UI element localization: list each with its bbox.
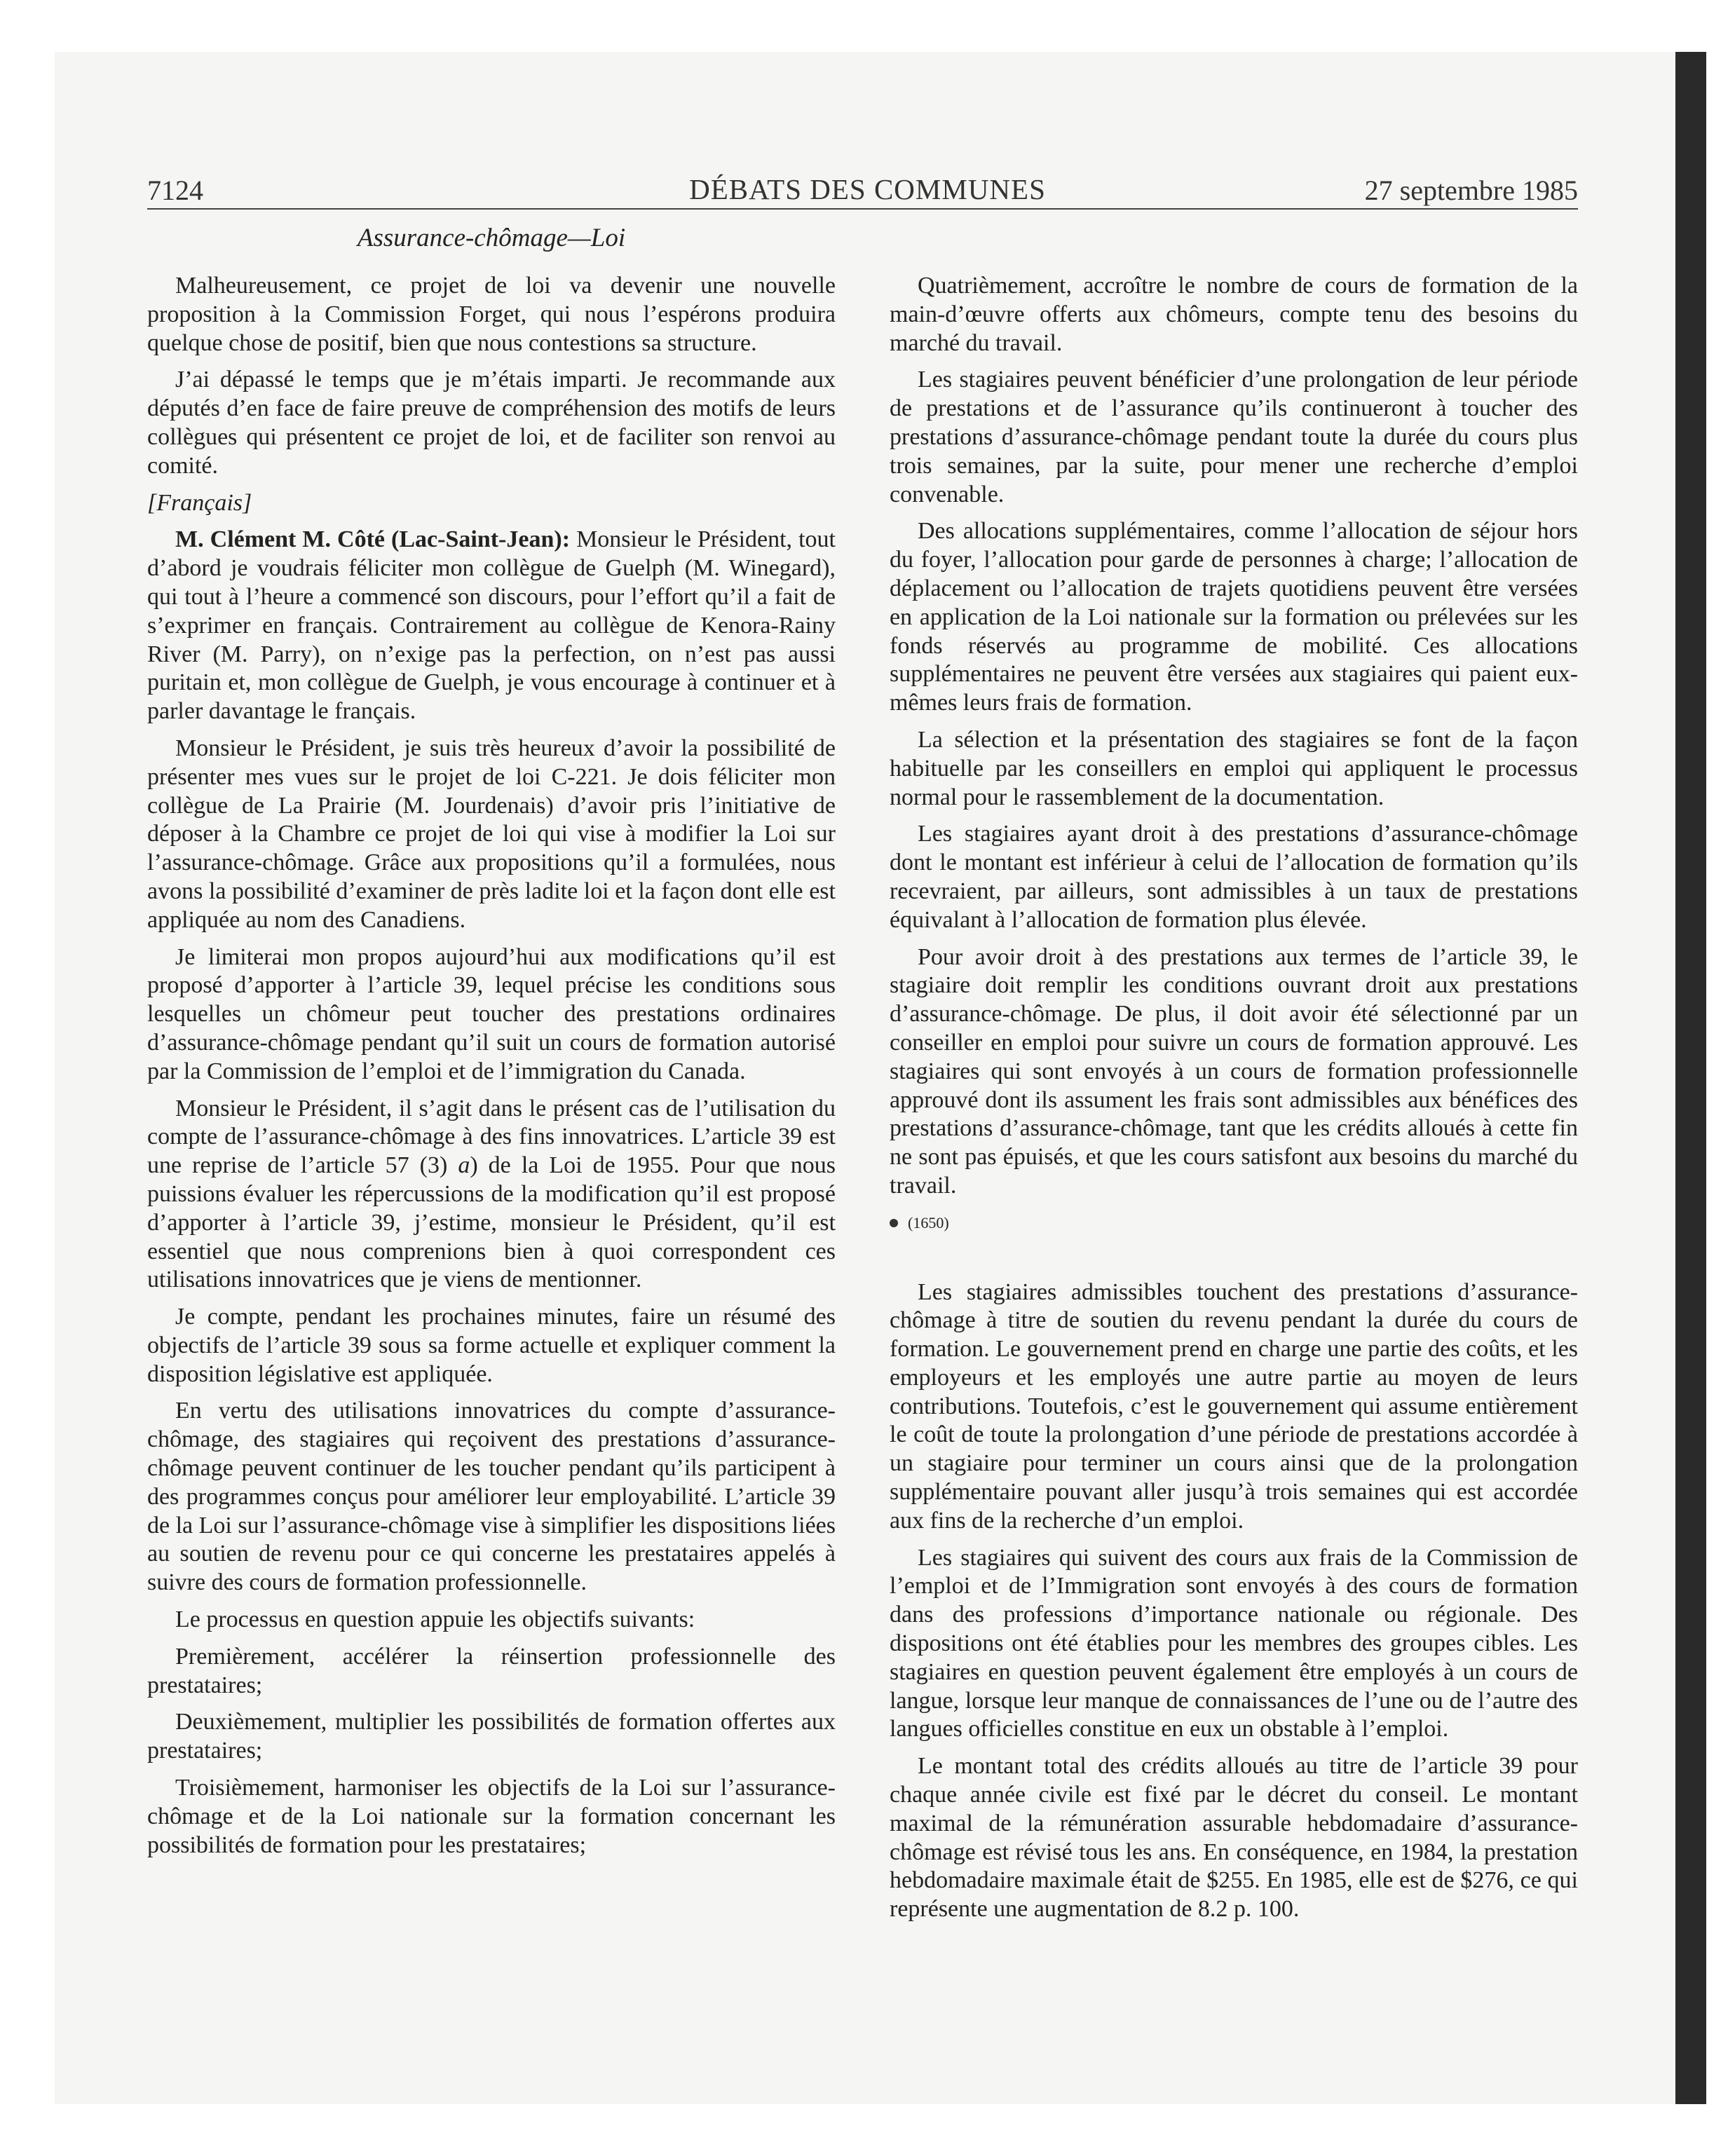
paragraph-text: Monsieur le Président, il s’agit dans le présent cas de l’utilisation du compte de l’assurance-chômage à des fins innovatrices. L’article 39 est une reprise de l’article 57 (3)	[147, 1095, 836, 1179]
paragraph: En vertu des utilisations innovatrices du compte d’assurance-chômage, des stagiaires qui reçoivent des prestations d’assurance-chômage peuvent continuer de les toucher pendant qu’ils participent à des programmes conçus pour améliorer leur employabilité. L’article 39 de la Loi sur l’assurance-chômage vise à simplifier les dispositions liées au soutien de revenu pour ce qui concerne les prestataires appelés à suivre des cours de formation professionnelle.	[147, 1398, 836, 1596]
paragraph: Quatrièmement, accroître le nombre de cours de formation de la main-d’œuvre offerts aux chômeurs, compte tenu des besoins du marché du travail.	[890, 273, 1578, 356]
paragraph: Les stagiaires peuvent bénéficier d’une prolongation de leur période de prestations et de l’assurance qu’ils continueront à toucher des prestations d’assurance-chômage pendant toute la durée du cours plus trois semaines, par la suite, pour mener une recherche d’emploi convenable.	[890, 367, 1578, 507]
paragraph	[147, 526, 836, 726]
paragraph-italic: a	[458, 1152, 470, 1179]
paragraph: J’ai dépassé le temps que je m’étais imparti. Je recommande aux députés d’en face de faire preuve de compréhension des motifs de leurs collègues qui présentent ce projet de loi, et de faciliter son renvoi au comité.	[147, 367, 836, 479]
time-marker	[890, 1209, 1578, 1238]
paragraph: Je compte, pendant les prochaines minutes, faire un résumé des objectifs de l’article 39 sous sa forme actuelle et expliquer comment la disposition législative est appliquée.	[147, 1304, 836, 1387]
paragraph-text: Monsieur le Président, tout d’abord je voudrais féliciter mon collègue de Guelph (M. Winegard), qui tout à l’heure a commencé son discours, pour l’effort qu’il a fait de s’exprimer en français. Contrairement au collègue de Kenora-Rainy River (M. Parry), on n’exige pas la perfection, on n’est pas aussi puritain et, mon collègue de Guelph, je vous encourage à continuer et à parler davantage le français.	[147, 526, 836, 725]
paragraph: La sélection et la présentation des stagiaires se font de la façon habituelle par les conseillers en emploi qui appliquent le processus normal pour le rassemblement de la documentation.	[890, 726, 1578, 810]
paragraph: Les stagiaires admissibles touchent des prestations d’assurance-chômage à titre de soutien du revenu pendant la durée du cours de formation. Le gouvernement prend en charge une partie des coûts, et les employeurs et les employés une autre partie au moyen de leurs contributions. Toutefois, c’est le gouvernement qui assume entièrement le coût de toute la prolongation d’une période de prestations accordée à un stagiaire pour terminer un cours ainsi que de la prolongation supplémentaire pouvant aller jusqu’à trois semaines qui est accordée aux fins de la recherche d’un emploi.	[890, 1278, 1578, 1534]
paragraph	[147, 1095, 836, 1295]
paragraph: Deuxièmement, multiplier les possibilités de formation offertes aux prestataires;	[147, 1709, 836, 1764]
paragraph: Malheureusement, ce projet de loi va devenir une nouvelle proposition à la Commission Forget, qui nous l’espérons produira quelque chose de positif, bien que nous contestions sa structure.	[147, 273, 836, 356]
page-number: 7124	[147, 175, 203, 206]
paragraph: Troisièmement, harmoniser les objectifs de la Loi sur l’assurance-chômage et de la Loi nationale sur la formation concernant les possibilités de formation pour les prestataires;	[147, 1775, 836, 1858]
paragraph: Monsieur le Président, je suis très heureux d’avoir la possibilité de présenter mes vues sur le projet de loi C-221. Je dois féliciter mon collègue de La Prairie (M. Jourdenais) d’avoir pris l’initiative de déposer à la Chambre ce projet de loi qui vise à modifier la Loi sur l’assurance-chômage. Grâce aux propositions qu’il a formulées, nous avons la possibilité d’examiner de près ladite loi et la façon dont elle est appliquée au nom des Canadiens.	[147, 735, 836, 933]
paragraph: Je limiterai mon propos aujourd’hui aux modifications qu’il est proposé d’apporter à l’article 39, lequel précise les conditions sous lesquelles un chômeur peut toucher des prestations ordinaires d’assurance-chômage pendant qu’il suit un cours de formation autorisé par la Commission de l’emploi et de l’immigration du Canada.	[147, 943, 836, 1084]
left-column	[147, 272, 836, 1868]
language-tag: [Français]	[147, 489, 252, 516]
scan-edge	[1675, 52, 1706, 2104]
issue-date: 27 septembre 1985	[1364, 175, 1578, 206]
speaker-name: M. Clément M. Côté (Lac-Saint-Jean):	[175, 526, 571, 553]
paragraph: Les stagiaires ayant droit à des prestations d’assurance-chômage dont le montant est inférieur à celui de l’allocation de formation qu’ils recevraient, par ailleurs, sont admissibles à un taux de prestations équivalant à l’allocation de formation plus élevée.	[890, 821, 1578, 933]
paragraph: Pour avoir droit à des prestations aux termes de l’article 39, le stagiaire doit remplir les conditions ouvrant droit aux prestations d’assurance-chômage. De plus, il doit avoir été sélectionné par un conseiller en emploi pour suivre un cours de formation approuvé. Les stagiaires qui sont envoyés à un cours de formation professionnelle approuvé dont ils assument les frais sont admissibles aux bénéfices des prestations d’assurance-chômage, tant que les crédits alloués à cette fin ne sont pas épuisés, et que les cours satisfont aux besoins du marché du travail.	[890, 943, 1578, 1199]
right-column	[890, 272, 1578, 1932]
section-title: Assurance-chômage—Loi	[357, 224, 626, 252]
bullet-icon	[890, 1219, 898, 1227]
paragraph-text: ) de la Loi de 1955. Pour que nous puissions évaluer les répercussions de la modification qu’il est proposé d’apporter à l’article 39, j’estime, monsieur le Président, qu’il est essentiel que nous comprenions bien à quoi correspondent ces utilisations innovatrices que je viens de mentionner.	[147, 1152, 836, 1293]
time-marker-text: (1650)	[908, 1213, 949, 1231]
paragraph: Le processus en question appuie les objectifs suivants:	[175, 1606, 695, 1633]
paragraph: Des allocations supplémentaires, comme l’allocation de séjour hors du foyer, l’allocation pour garde de personnes à charge; l’allocation de déplacement ou l’allocation de trajets quotidiens peuvent être versées en application de la Loi nationale sur la formation ou prélevées sur les fonds réservés au programme de mobilité. Ces allocations supplémentaires ne peuvent être versées aux stagiaires qui paient eux-mêmes leurs frais de formation.	[890, 518, 1578, 716]
paragraph: Premièrement, accélérer la réinsertion professionnelle des prestataires;	[147, 1643, 836, 1698]
paragraph: Le montant total des crédits alloués au titre de l’article 39 pour chaque année civile est fixé par le décret du conseil. Le montant maximal de la rémunération assurable hebdomadaire d’assurance-chômage est révisé tous les ans. En conséquence, en 1984, la prestation hebdomadaire maximale était de $255. En 1985, elle est de $276, ce qui représente une augmentation de 8.2 p. 100.	[890, 1753, 1578, 1923]
header-rule	[147, 208, 1578, 210]
journal-title: DÉBATS DES COMMUNES	[689, 173, 1046, 205]
paragraph: Les stagiaires qui suivent des cours aux frais de la Commission de l’emploi et de l’Immigration sont envoyés à des cours de formation dans des professions d’importance nationale ou régionale. Des dispositions ont été établies pour les membres des groupes cibles. Les stagiaires en question peuvent également être employés à un cours de langue, lorsque leur manque de connaissances de l’une ou de l’autre des langues officielles constitue en eux un obstable à l’emploi.	[890, 1544, 1578, 1742]
